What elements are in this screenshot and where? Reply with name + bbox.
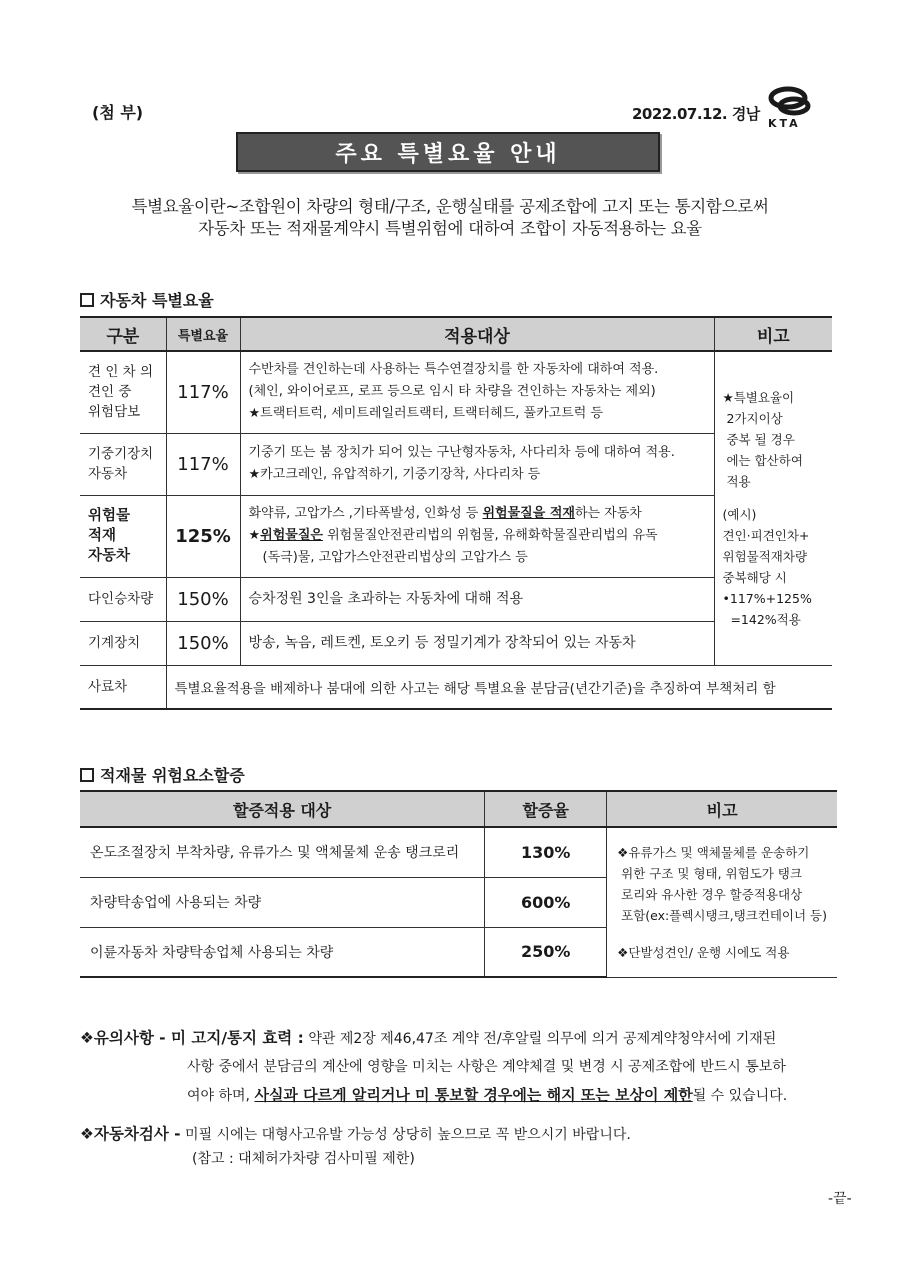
rate-cell: 250% — [485, 927, 607, 977]
target-line: ★트랙터트럭, 세미트레일러트랙터, 트랙터헤드, 풀카고트럭 등 — [248, 406, 604, 422]
target-line: (독극)물, 고압가스안전관리법상의 고압가스 등 — [262, 550, 528, 565]
notice-warning: 사실과 다르게 알리거나 미 통보할 경우에는 해지 또는 보상이 제한 — [254, 1086, 693, 1104]
notice-lead: ❖유의사항 - 미 고지/통지 효력 : — [80, 1029, 304, 1047]
note-line: =142%적용 — [722, 611, 801, 627]
category-line: 적재 — [88, 528, 117, 544]
note-line: ❖단발성견인/ 운행 시에도 적용 — [617, 944, 790, 960]
category-line: 위험담보 — [88, 404, 141, 421]
col-header-rate: 특별요율 — [166, 317, 240, 351]
note-line: 위한 구조 및 형태, 위험도가 탱크 — [617, 865, 802, 881]
target-underlined: 위험물질을 적재 — [482, 506, 575, 521]
rate-cell: 130% — [485, 827, 607, 877]
section-heading-cargo-label: 적재물 위험요소할증 — [100, 766, 245, 785]
col-header-category: 구분 — [80, 317, 166, 351]
notice-line — [80, 1081, 840, 1110]
rate-cell: 117% — [166, 433, 240, 495]
col-header-note: 비고 — [714, 317, 832, 351]
category-cell — [80, 495, 166, 577]
category-line: 위험물 — [88, 508, 131, 524]
intro-line-1: 특별요율이란~조합원이 차량의 형태/구조, 운행실태를 공제조합에 고지 또는 통지함으로써 — [131, 197, 769, 216]
category-cell — [80, 433, 166, 495]
rate-cell: 117% — [166, 351, 240, 433]
rate-cell: 125% — [166, 495, 240, 577]
target-cell — [240, 495, 714, 577]
checkbox-square-icon — [80, 768, 94, 782]
table-row — [80, 351, 832, 433]
target-line: ★카고크레인, 유압적하기, 기중기장착, 사다리차 등 — [248, 467, 541, 482]
end-mark: -끝- — [828, 1191, 852, 1207]
target-cell: 방송, 녹음, 레트켄, 토오키 등 정밀기계가 장착되어 있는 자동차 — [240, 621, 714, 665]
category-line: 자동차 — [88, 466, 128, 482]
note-line: 포함(ex:플렉시탱크,탱크컨테이너 등) — [617, 907, 827, 923]
target-cell — [240, 433, 714, 495]
category-line: 견 인 차 의 — [88, 364, 154, 381]
col-header-note: 비고 — [607, 791, 837, 827]
col-header-target: 할증적용 대상 — [80, 791, 485, 827]
intro-text — [80, 196, 820, 240]
target-cell: 특별요율적용을 배제하나 붐대에 의한 사고는 해당 특별요율 분담금(년간기준)을 추징하여 부책처리 함 — [166, 665, 832, 709]
inspection-line — [80, 1122, 840, 1147]
table-header-row — [80, 317, 832, 351]
star-icon: ★ — [248, 528, 261, 543]
note-line: 견인·피견인차+ — [722, 527, 810, 543]
section-heading-cargo — [80, 763, 245, 786]
notice-line: 사항 중에서 분담금의 계산에 영향을 미치는 사항은 계약체결 및 변경 시 공제조합에 반드시 통보하 — [187, 1059, 786, 1075]
note-line: 중복해당 시 — [722, 569, 787, 585]
target-line — [249, 503, 706, 525]
table-row — [80, 827, 837, 877]
page-title: 주요 특별요율 안내 — [236, 132, 660, 172]
section-heading-auto — [80, 288, 214, 311]
notice-text: 될 수 있습니다. — [692, 1088, 788, 1104]
note-line: 위험물적재차량 — [722, 548, 808, 564]
target-line: 기중기 또는 붐 장치가 되어 있는 구난형자동차, 사다리차 등에 대하여 적용. — [248, 445, 675, 460]
target-cell: 차량탁송업에 사용되는 차량 — [80, 877, 485, 927]
notice-line — [80, 1024, 840, 1053]
attachment-label: (첨 부) — [92, 103, 144, 122]
category-cell: 사료차 — [80, 665, 166, 709]
note-line: 적용 — [722, 473, 751, 489]
document-date: 2022.07.12. 경남 — [632, 105, 760, 123]
target-cell: 온도조절장치 부착차량, 유류가스 및 액체물체 운송 탱크로리 — [80, 827, 485, 877]
notice-text: 여야 하며, — [187, 1088, 255, 1104]
target-cell: 승차정원 3인을 초과하는 자동차에 대해 적용 — [240, 577, 714, 621]
note-line: 로리와 유사한 경우 할증적용대상 — [617, 886, 803, 902]
note-line: ★특별요율이 — [722, 389, 795, 405]
target-underlined: 위험물질은 — [260, 528, 323, 543]
category-line: 자동차 — [88, 548, 131, 564]
category-cell — [80, 351, 166, 433]
rate-cell: 150% — [166, 621, 240, 665]
table-row — [80, 665, 832, 709]
target-text: 하는 자동차 — [574, 506, 642, 521]
rate-cell: 600% — [485, 877, 607, 927]
note-line: (예시) — [722, 506, 757, 522]
target-text: 화약류, 고압가스 ,기타폭발성, 인화성 등 — [248, 506, 483, 521]
cargo-surcharge-table — [80, 790, 837, 978]
target-line: (체인, 와이어로프, 로프 등으로 임시 타 차량을 견인하는 자동차는 제외) — [248, 384, 656, 400]
target-line — [249, 525, 706, 547]
col-header-target: 적용대상 — [240, 317, 714, 351]
section-heading-auto-label: 자동차 특별요율 — [100, 291, 214, 310]
category-cell: 기계장치 — [80, 621, 166, 665]
note-cell — [607, 827, 837, 977]
logo-text: KTA — [768, 117, 801, 130]
rate-cell: 150% — [166, 577, 240, 621]
note-line: 2가지이상 — [722, 410, 783, 426]
note-line: ❖유류가스 및 액체물체를 운송하기 — [617, 844, 810, 860]
target-cell: 이륜자동차 차량탁송업체 사용되는 차량 — [80, 927, 485, 977]
note-line: 에는 합산하여 — [722, 452, 803, 468]
note-line: •117%+125% — [722, 590, 812, 606]
target-line: 수반차를 견인하는데 사용하는 특수연결장치를 한 자동차에 대하여 적용. — [248, 362, 659, 378]
notice-text: 약관 제2장 제46,47조 계약 전/후알릴 의무에 의거 공제계약청약서에 기재된 — [303, 1031, 777, 1047]
auto-special-rate-table — [80, 316, 832, 710]
category-line: 견인 중 — [88, 384, 132, 401]
col-header-rate: 할증율 — [485, 791, 607, 827]
notice-section — [80, 1024, 840, 1110]
inspection-lead: ❖자동차검사 - — [80, 1125, 181, 1143]
table-header-row — [80, 791, 837, 827]
inspection-text: 미필 시에는 대형사고유발 가능성 상당히 높으므로 꼭 받으시기 바랍니다. — [180, 1127, 631, 1143]
inspection-ref: (참고 : 대체허가차량 검사미필 제한) — [192, 1151, 415, 1167]
category-line: 기중기장치 — [88, 446, 154, 462]
intro-line-2: 자동차 또는 적재물계약시 특별위험에 대하여 조합이 자동적용하는 요율 — [198, 219, 702, 238]
target-text: 위험물질안전관리법의 위험물, 유해화학물질관리법의 유독 — [322, 528, 658, 543]
inspection-section — [80, 1122, 840, 1171]
note-line: 중복 될 경우 — [722, 431, 795, 447]
checkbox-square-icon — [80, 293, 94, 307]
note-cell — [714, 351, 832, 665]
category-cell: 다인승차량 — [80, 577, 166, 621]
target-cell — [240, 351, 714, 433]
